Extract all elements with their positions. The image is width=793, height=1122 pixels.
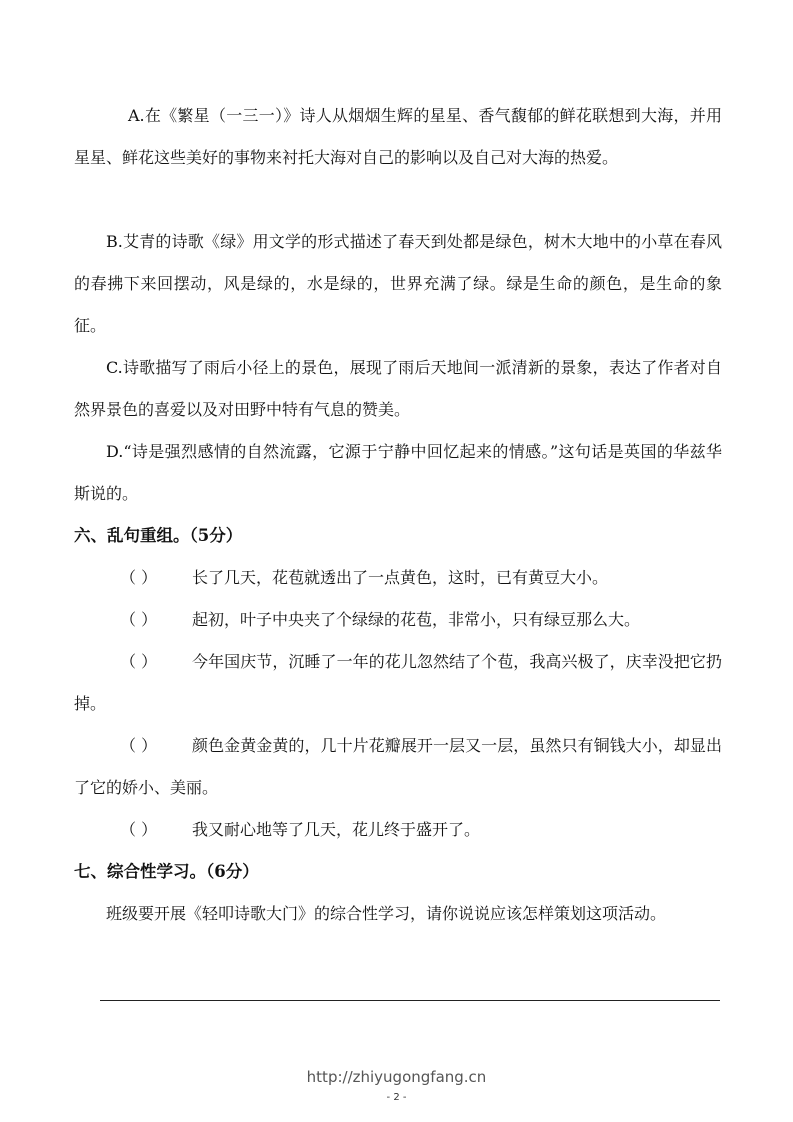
- reorder-item-text: 长了几天，花苞就透出了一点黄色，这时，已有黄豆大小。: [192, 568, 609, 587]
- section-6-heading: 六、乱句重组。（5分）: [74, 526, 243, 545]
- answer-paren[interactable]: （ ）: [120, 610, 158, 629]
- answer-paren[interactable]: （ ）: [120, 736, 158, 755]
- reorder-item-2: [74, 599, 722, 641]
- reorder-item-4: [74, 725, 722, 809]
- option-c: C.诗歌描写了雨后小径上的景色，展现了雨后天地间一派清新的景象，表达了作者对自然界景色的喜爱以及对田野中特有气息的赞美。: [74, 358, 722, 419]
- option-b: B.艾青的诗歌《绿》用文学的形式描述了春天到处都是绿色，树木大地中的小草在春风的春拂下来回摆动，风是绿的，水是绿的，世界充满了绿。绿是生命的颜色，是生命的象征。: [74, 232, 722, 335]
- reorder-item-5: [74, 809, 722, 851]
- answer-paren[interactable]: （ ）: [120, 820, 158, 839]
- section-7-prompt: 班级要开展《轻叩诗歌大门》的综合性学习，请你说说应该怎样策划这项活动。: [106, 904, 667, 923]
- option-d: D.“诗是强烈感情的自然流露，它源于宁静中回忆起来的情感。”这句话是英国的华兹华斯说的。: [74, 442, 722, 503]
- answer-line[interactable]: [100, 1000, 720, 1001]
- section-7-heading: 七、综合性学习。（6分）: [74, 862, 259, 881]
- answer-paren[interactable]: （ ）: [120, 652, 158, 671]
- reorder-item-1: [74, 557, 722, 599]
- answer-paren[interactable]: （ ）: [120, 568, 158, 587]
- footer-url[interactable]: http://zhiyugongfang.cn: [306, 1068, 487, 1086]
- option-a: A.在《繁星（一三一）》诗人从烟烟生辉的星星、香气馥郁的鲜花联想到大海，并用星星、鲜花这些美好的事物来衬托大海对自己的影响以及自己对大海的热爱。: [74, 106, 722, 167]
- reorder-item-text: 颜色金黄金黄的，几十片花瓣展开一层又一层，虽然只有铜钱大小，却显出了它的娇小、美丽。: [74, 736, 722, 797]
- page-number: - 2 -: [386, 1092, 407, 1103]
- reorder-item-text: 我又耐心地等了几天，花儿终于盛开了。: [192, 820, 481, 839]
- reorder-item-3: [74, 641, 722, 725]
- reorder-item-text: 今年国庆节，沉睡了一年的花儿忽然结了个苞，我高兴极了，庆幸没把它扔掉。: [74, 652, 722, 713]
- reorder-item-text: 起初，叶子中央夹了个绿绿的花苞，非常小，只有绿豆那么大。: [192, 610, 641, 629]
